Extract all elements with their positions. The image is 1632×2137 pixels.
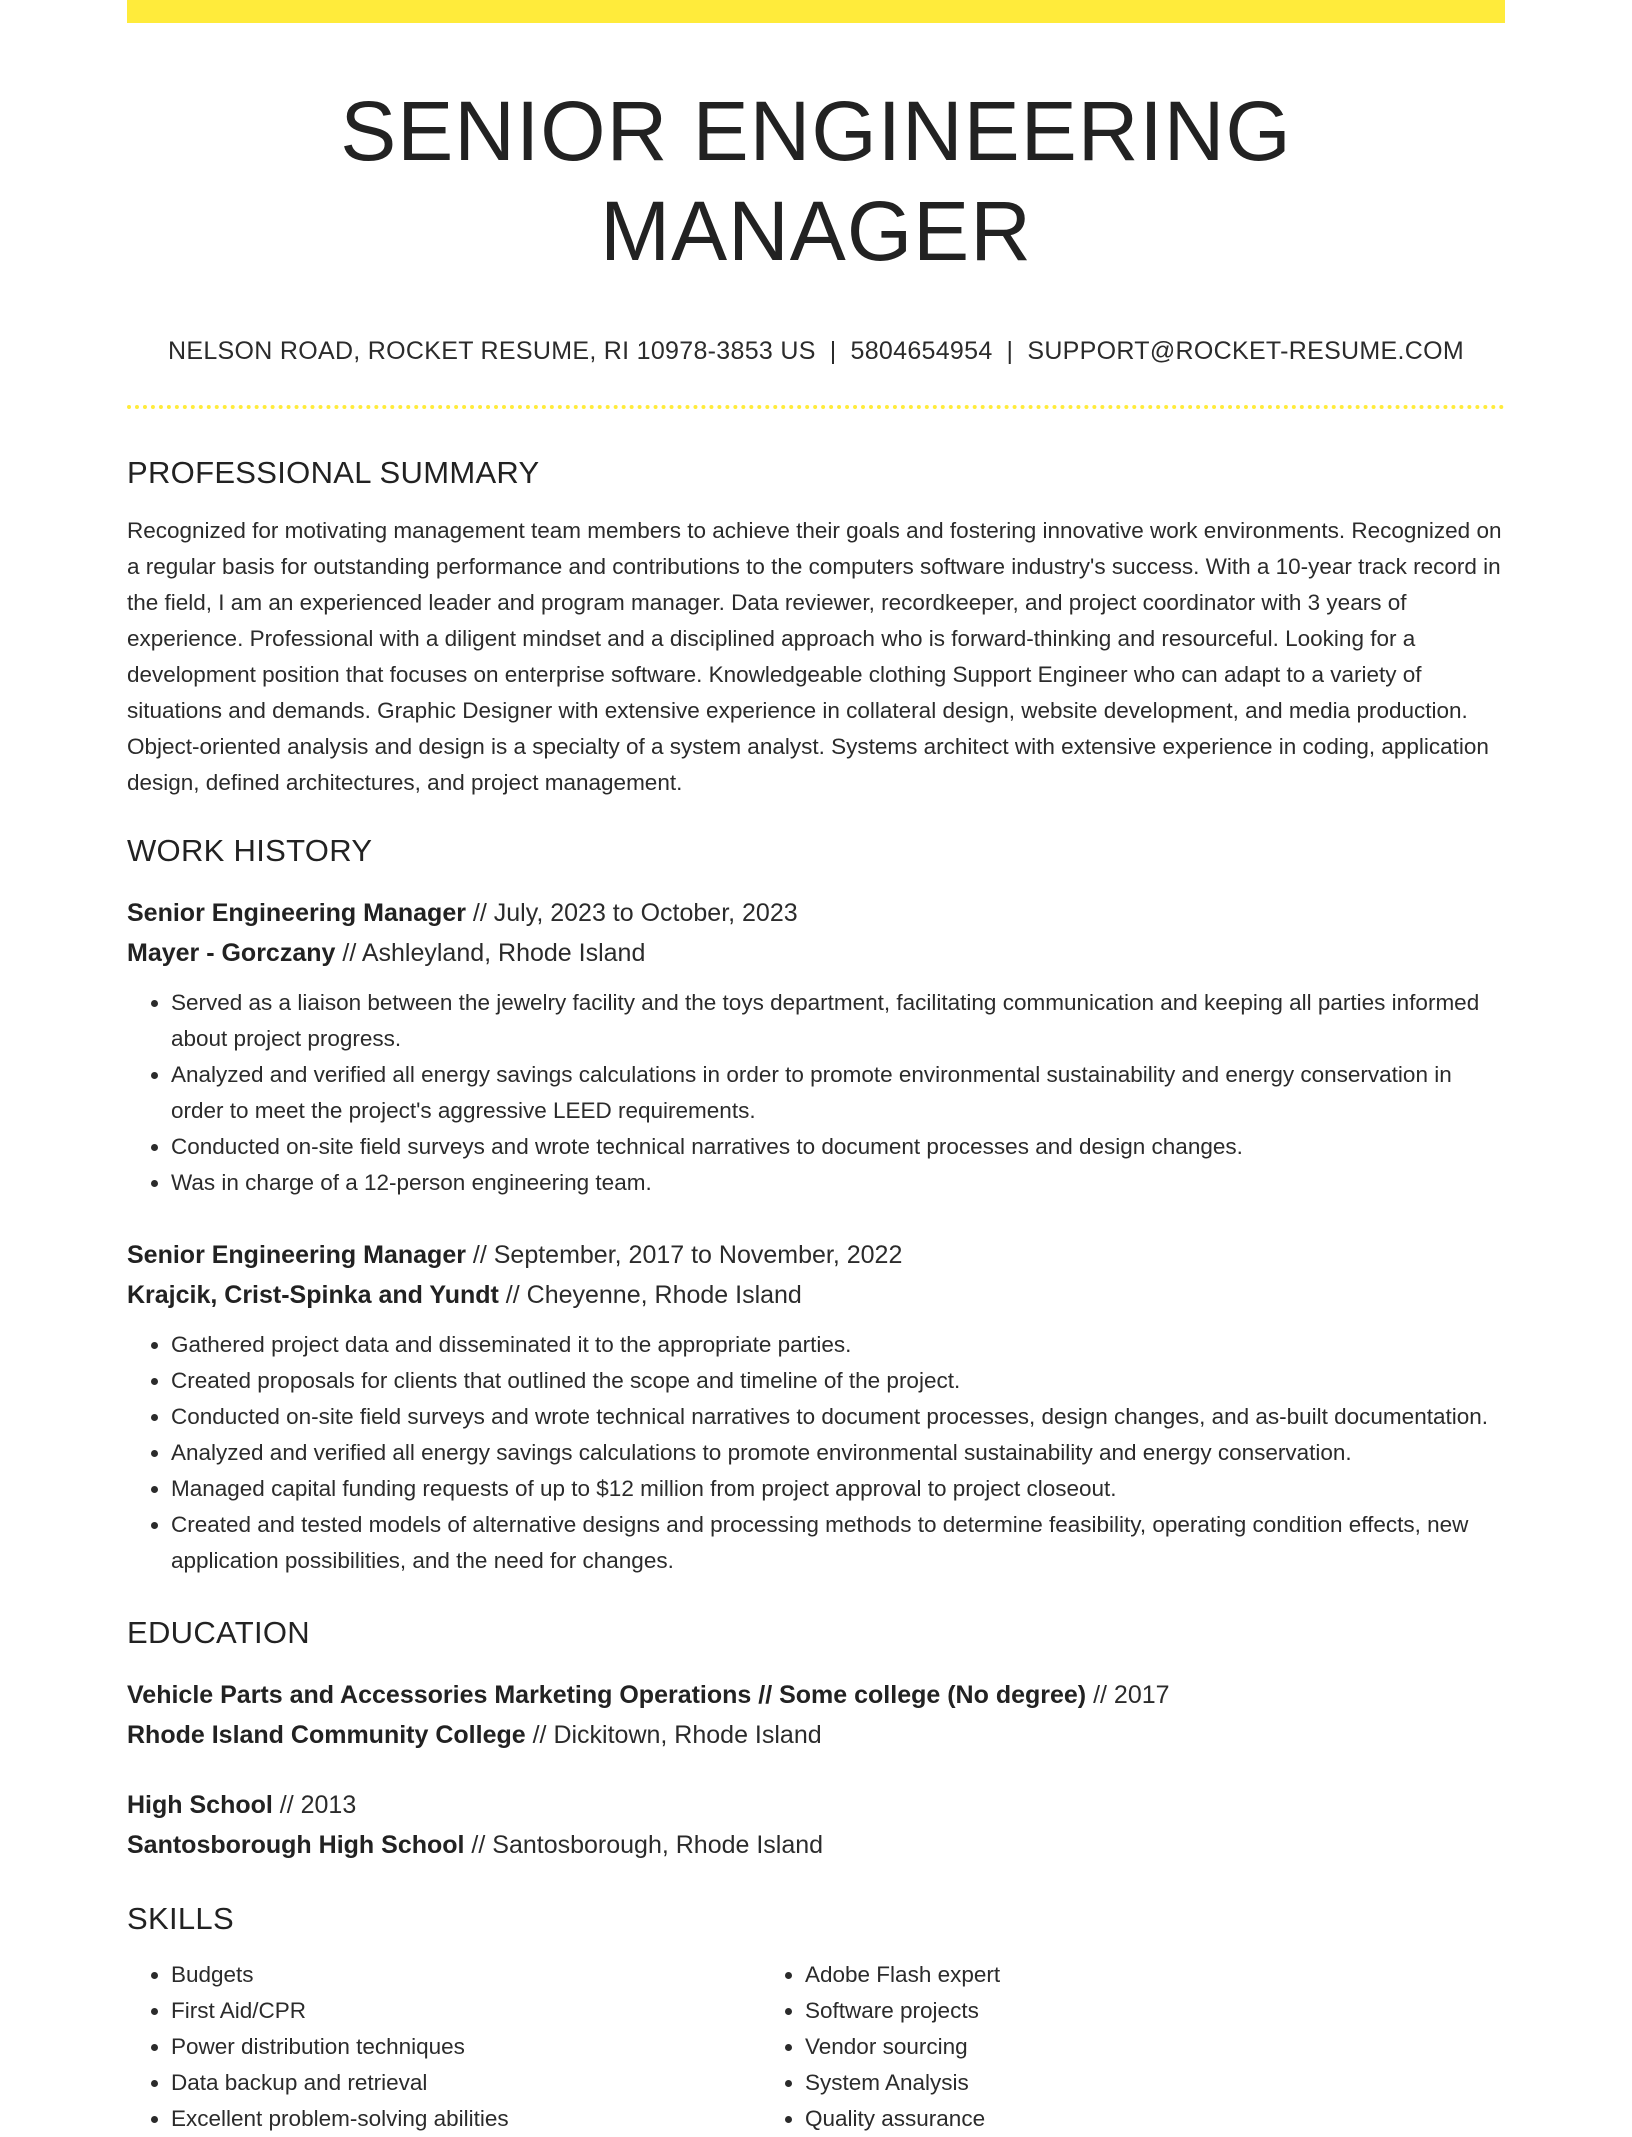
skills-heading: SKILLS xyxy=(127,1901,234,1936)
skill-item: • System Analysis xyxy=(805,2065,1461,2101)
dotted-divider xyxy=(127,405,1505,409)
job-company: Krajcik, Crist-Spinka and Yundt xyxy=(127,1281,499,1309)
job-bullet: • Created and tested models of alternative designs and processing methods to determine feasibility, operating condition effects, new application possibilities, and the need for changes. xyxy=(171,1507,1505,1579)
job-company-line xyxy=(127,933,1505,973)
education-degree-line xyxy=(127,1785,1505,1825)
job-bullet: • Conducted on-site field surveys and wrote technical narratives to document processes and design changes. xyxy=(171,1129,1505,1165)
resume-title: SENIOR ENGINEERING MANAGER xyxy=(340,84,1292,278)
education-year: // 2017 xyxy=(1086,1681,1170,1709)
resume-page xyxy=(127,0,1505,2137)
job-bullet: • Analyzed and verified all energy savings calculations to promote environmental sustainability and energy conservation. xyxy=(171,1435,1505,1471)
education-entry xyxy=(127,1675,1505,1755)
job-dates: // July, 2023 to October, 2023 xyxy=(465,899,798,927)
education-degree: Vehicle Parts and Accessories Marketing Operations // Some college (No degree) xyxy=(127,1681,1087,1709)
education-school: Santosborough High School xyxy=(127,1831,465,1859)
job-bullet: • Created proposals for clients that outlined the scope and timeline of the project. xyxy=(171,1363,1505,1399)
education-location: // Santosborough, Rhode Island xyxy=(464,1831,824,1859)
education-school-line xyxy=(127,1825,1505,1865)
job-title: Senior Engineering Manager xyxy=(127,1241,466,1269)
skill-item: • First Aid/CPR xyxy=(171,1993,761,2029)
education-school-line xyxy=(127,1715,1505,1755)
skills-column-1 xyxy=(127,1957,761,2137)
job-company-line xyxy=(127,1275,1505,1315)
education-year: // 2013 xyxy=(272,1791,357,1819)
job-title: Senior Engineering Manager xyxy=(127,899,466,927)
skill-item: • Adobe Flash expert xyxy=(805,1957,1461,1993)
education-school: Rhode Island Community College xyxy=(127,1721,526,1749)
job-entry xyxy=(127,893,1505,1201)
job-bullets xyxy=(127,985,1505,1201)
skills-column-2 xyxy=(761,1957,1461,2137)
skill-item: • Vendor sourcing xyxy=(805,2029,1461,2065)
job-bullet: • Managed capital funding requests of up to $12 million from project approval to project closeout. xyxy=(171,1471,1505,1507)
skill-item: • Data backup and retrieval xyxy=(171,2065,761,2101)
skill-item: • Power distribution techniques xyxy=(171,2029,761,2065)
job-bullets xyxy=(127,1327,1505,1579)
job-bullet: • Served as a liaison between the jewelry facility and the toys department, facilitating communication and keeping all parties informed about project progress. xyxy=(171,985,1505,1057)
education-heading: EDUCATION xyxy=(127,1615,310,1650)
job-bullet: • Analyzed and verified all energy savings calculations in order to promote environmental sustainability and energy conservation in order to meet the project's aggressive LEED requirements. xyxy=(171,1057,1505,1129)
skill-item: • Excellent problem-solving abilities xyxy=(171,2101,761,2137)
job-location: // Cheyenne, Rhode Island xyxy=(498,1281,802,1309)
contact-address: NELSON ROAD, ROCKET RESUME, RI 10978-3853 US xyxy=(168,337,816,365)
contact-line xyxy=(127,335,1505,367)
education-location: // Dickitown, Rhode Island xyxy=(525,1721,822,1749)
contact-separator: | xyxy=(1006,337,1014,365)
work-history-heading: WORK HISTORY xyxy=(127,833,373,868)
job-bullet: • Conducted on-site field surveys and wrote technical narratives to document processes, design changes, and as-built documentation. xyxy=(171,1399,1505,1435)
contact-phone: 5804654954 xyxy=(850,337,993,365)
job-location: // Ashleyland, Rhode Island xyxy=(335,939,646,967)
summary-heading: PROFESSIONAL SUMMARY xyxy=(127,455,540,490)
skill-item: • Quality assurance xyxy=(805,2101,1461,2137)
education-entry xyxy=(127,1785,1505,1865)
job-title-line xyxy=(127,1235,1505,1275)
job-bullet: • Gathered project data and disseminated it to the appropriate parties. xyxy=(171,1327,1505,1363)
education-degree: High School xyxy=(127,1791,273,1819)
contact-email: SUPPORT@ROCKET-RESUME.COM xyxy=(1027,337,1464,365)
job-dates: // September, 2017 to November, 2022 xyxy=(465,1241,903,1269)
contact-separator: | xyxy=(829,337,837,365)
accent-top-bar xyxy=(127,0,1505,23)
skill-item: • Software projects xyxy=(805,1993,1461,2029)
summary-text: Recognized for motivating management team members to achieve their goals and fostering innovative work environments. Recognized on a regular basis for outstanding performance and contributions to the computers software industry's success. With a 10-year track record in the field, I am an experienced leader and program manager. Data reviewer, recordkeeper, and project coordinator with 3 years of experience. Professional with a diligent mindset and a disciplined approach who is forward-thinking and resourceful. Looking for a development position that focuses on enterprise software. Knowledgeable clothing Support Engineer who can adapt to a variety of situations and demands. Graphic Designer with extensive experience in collateral design, website development, and media production. Object-oriented analysis and design is a specialty of a system analyst. Systems architect with extensive experience in coding, application design, defined architectures, and project management. xyxy=(127,518,1502,795)
skill-item: • Budgets xyxy=(171,1957,761,1993)
job-company: Mayer - Gorczany xyxy=(127,939,336,967)
job-entry xyxy=(127,1235,1505,1579)
job-title-line xyxy=(127,893,1505,933)
education-degree-line xyxy=(127,1675,1505,1715)
job-bullet: • Was in charge of a 12-person engineering team. xyxy=(171,1165,1505,1201)
skills-list xyxy=(127,1957,1505,2137)
